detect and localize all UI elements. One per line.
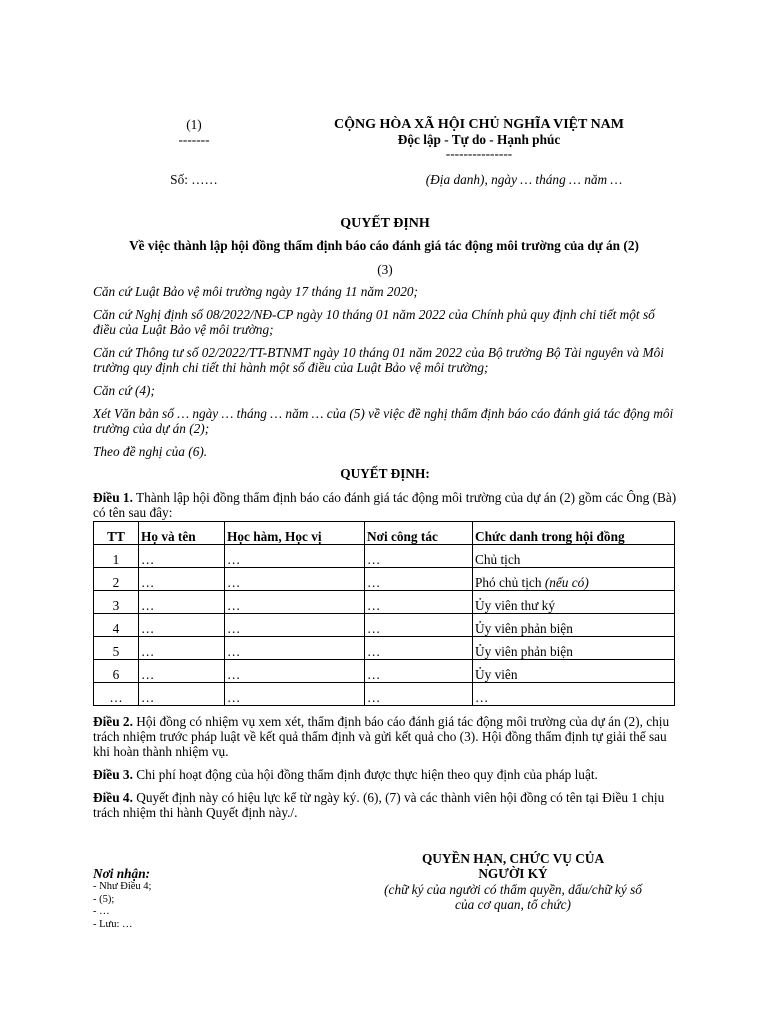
column-header-tt: TT <box>94 522 139 545</box>
table-row <box>94 637 675 660</box>
article-2-label: Điều 2. <box>93 714 133 729</box>
table-row <box>94 545 675 568</box>
cell-tt: 3 <box>94 591 139 614</box>
council-members-table <box>93 521 675 706</box>
cell-tt: 5 <box>94 637 139 660</box>
signer-title <box>383 851 643 881</box>
cell-degree: … <box>225 591 365 614</box>
cell-degree: … <box>225 568 365 591</box>
cell-tt: 1 <box>94 545 139 568</box>
cell-name: … <box>139 591 225 614</box>
issuer-ref-3: (3) <box>377 262 393 277</box>
cell-workplace: … <box>365 683 473 706</box>
role-text: Ủy viên <box>475 667 518 682</box>
cell-role <box>473 591 675 614</box>
recipients-label: Nơi nhận: <box>93 866 151 881</box>
national-motto: Độc lập - Tự do - Hạnh phúc <box>397 132 561 147</box>
article-1-label: Điều 1. <box>93 490 133 505</box>
article-3 <box>93 767 677 782</box>
document-title: QUYẾT ĐỊNH <box>340 216 430 231</box>
article-1 <box>93 490 677 520</box>
column-header-degree: Học hàm, Học vị <box>225 522 365 545</box>
cell-name: … <box>139 660 225 683</box>
cell-role <box>473 683 675 706</box>
cell-role <box>473 568 675 591</box>
role-text: Ủy viên phản biện <box>475 621 573 636</box>
cell-tt: 4 <box>94 614 139 637</box>
cell-workplace: … <box>365 591 473 614</box>
document-subject: Về việc thành lập hội đồng thẩm định báo cáo đánh giá tác động môi trường của dự án (2) <box>129 238 639 253</box>
table-header-row <box>94 522 675 545</box>
column-header-workplace: Nơi công tác <box>365 522 473 545</box>
article-2-text: Hội đồng có nhiệm vụ xem xét, thẩm định báo cáo đánh giá tác động môi trường của dự án (2), chịu trách nhiệm trước pháp luật về kết quả thẩm định và gửi kết quả cho (3). Hội đồng thẩm định tự giải thể sau khi hoàn thành nhiệm vụ. <box>93 714 670 759</box>
recipient-item: - Như Điều 4; <box>93 881 152 892</box>
table-row <box>94 614 675 637</box>
decision-heading: QUYẾT ĐỊNH: <box>340 466 430 481</box>
document-number: Số: …… <box>170 172 218 187</box>
cell-degree: … <box>225 545 365 568</box>
role-text: Ủy viên thư ký <box>475 598 555 613</box>
cell-name: … <box>139 637 225 660</box>
issuer-divider: ------- <box>178 132 210 147</box>
preamble-basis: Căn cứ (4); <box>93 383 155 398</box>
cell-degree: … <box>225 614 365 637</box>
preamble-circular: Căn cứ Thông tư số 02/2022/TT-BTNMT ngày 10 tháng 01 năm 2022 của Bộ trưởng Bộ Tài nguyên và Môi trường quy định chi tiết thi hành một số điều của Luật Bảo vệ môi trường; <box>93 345 664 375</box>
role-text: Ủy viên phản biện <box>475 644 573 659</box>
recipient-item: - (5); <box>93 893 115 905</box>
table-row <box>94 591 675 614</box>
cell-name: … <box>139 568 225 591</box>
signature-note: (chữ ký của người có thẩm quyền, dấu/chữ ký số của cơ quan, tổ chức) <box>384 882 642 912</box>
cell-tt: … <box>94 683 139 706</box>
role-text: … <box>475 690 489 705</box>
cell-tt: 6 <box>94 660 139 683</box>
article-1-text: Thành lập hội đồng thẩm định báo cáo đánh giá tác động môi trường của dự án (2) gồm các Ông (Bà) có tên sau đây: <box>93 490 677 520</box>
cell-role <box>473 545 675 568</box>
cell-workplace: … <box>365 568 473 591</box>
cell-role <box>473 660 675 683</box>
signer-title-line2: NGƯỜI KÝ <box>478 866 548 881</box>
preamble-law: Căn cứ Luật Bảo vệ môi trường ngày 17 tháng 11 năm 2020; <box>93 284 418 299</box>
cell-role <box>473 614 675 637</box>
preamble-proposal: Theo đề nghị của (6). <box>93 444 208 459</box>
recipients-list <box>93 881 151 931</box>
preamble-decree: Căn cứ Nghị định số 08/2022/NĐ-CP ngày 10 tháng 01 năm 2022 của Chính phủ quy định chi tiết một số điều của Luật Bảo vệ môi trường; <box>93 307 655 337</box>
role-note: (nếu có) <box>544 575 589 590</box>
table-row <box>94 660 675 683</box>
article-4-text: Quyết định này có hiệu lực kể từ ngày ký. (6), (7) và các thành viên hội đồng có tên tại Điều 1 chịu trách nhiệm thi hành Quyết định này./. <box>93 790 665 820</box>
cell-name: … <box>139 545 225 568</box>
recipient-item: - … <box>93 906 110 917</box>
cell-degree: … <box>225 660 365 683</box>
recipient-item: - Lưu: … <box>93 918 133 930</box>
cell-name: … <box>139 683 225 706</box>
cell-degree: … <box>225 683 365 706</box>
cell-workplace: … <box>365 637 473 660</box>
place-date: (Địa danh), ngày … tháng … năm … <box>425 172 623 187</box>
article-4 <box>93 790 677 820</box>
role-text: Phó chủ tịch <box>475 575 545 590</box>
cell-workplace: … <box>365 545 473 568</box>
cell-workplace: … <box>365 660 473 683</box>
motto-divider: --------------- <box>445 146 513 161</box>
article-4-label: Điều 4. <box>93 790 133 805</box>
issuer-ref: (1) <box>186 117 202 132</box>
article-3-label: Điều 3. <box>93 767 133 782</box>
cell-workplace: … <box>365 614 473 637</box>
signer-title-line1: QUYỀN HẠN, CHỨC VỤ CỦA <box>421 851 605 866</box>
article-2 <box>93 714 677 759</box>
preamble-request: Xét Văn bản số … ngày … tháng … năm … của (5) về việc đề nghị thẩm định báo cáo đánh giá tác động môi trường của dự án (2); <box>93 406 674 436</box>
table-row <box>94 683 675 706</box>
cell-role <box>473 637 675 660</box>
role-text: Chủ tịch <box>475 552 521 567</box>
cell-tt: 2 <box>94 568 139 591</box>
cell-degree: … <box>225 637 365 660</box>
cell-name: … <box>139 614 225 637</box>
table-row <box>94 568 675 591</box>
article-3-text: Chi phí hoạt động của hội đồng thẩm định được thực hiện theo quy định của pháp luật. <box>132 767 598 782</box>
column-header-name: Họ và tên <box>139 522 225 545</box>
country-name: CỘNG HÒA XÃ HỘI CHỦ NGHĨA VIỆT NAM <box>333 117 624 132</box>
column-header-role: Chức danh trong hội đồng <box>473 522 675 545</box>
